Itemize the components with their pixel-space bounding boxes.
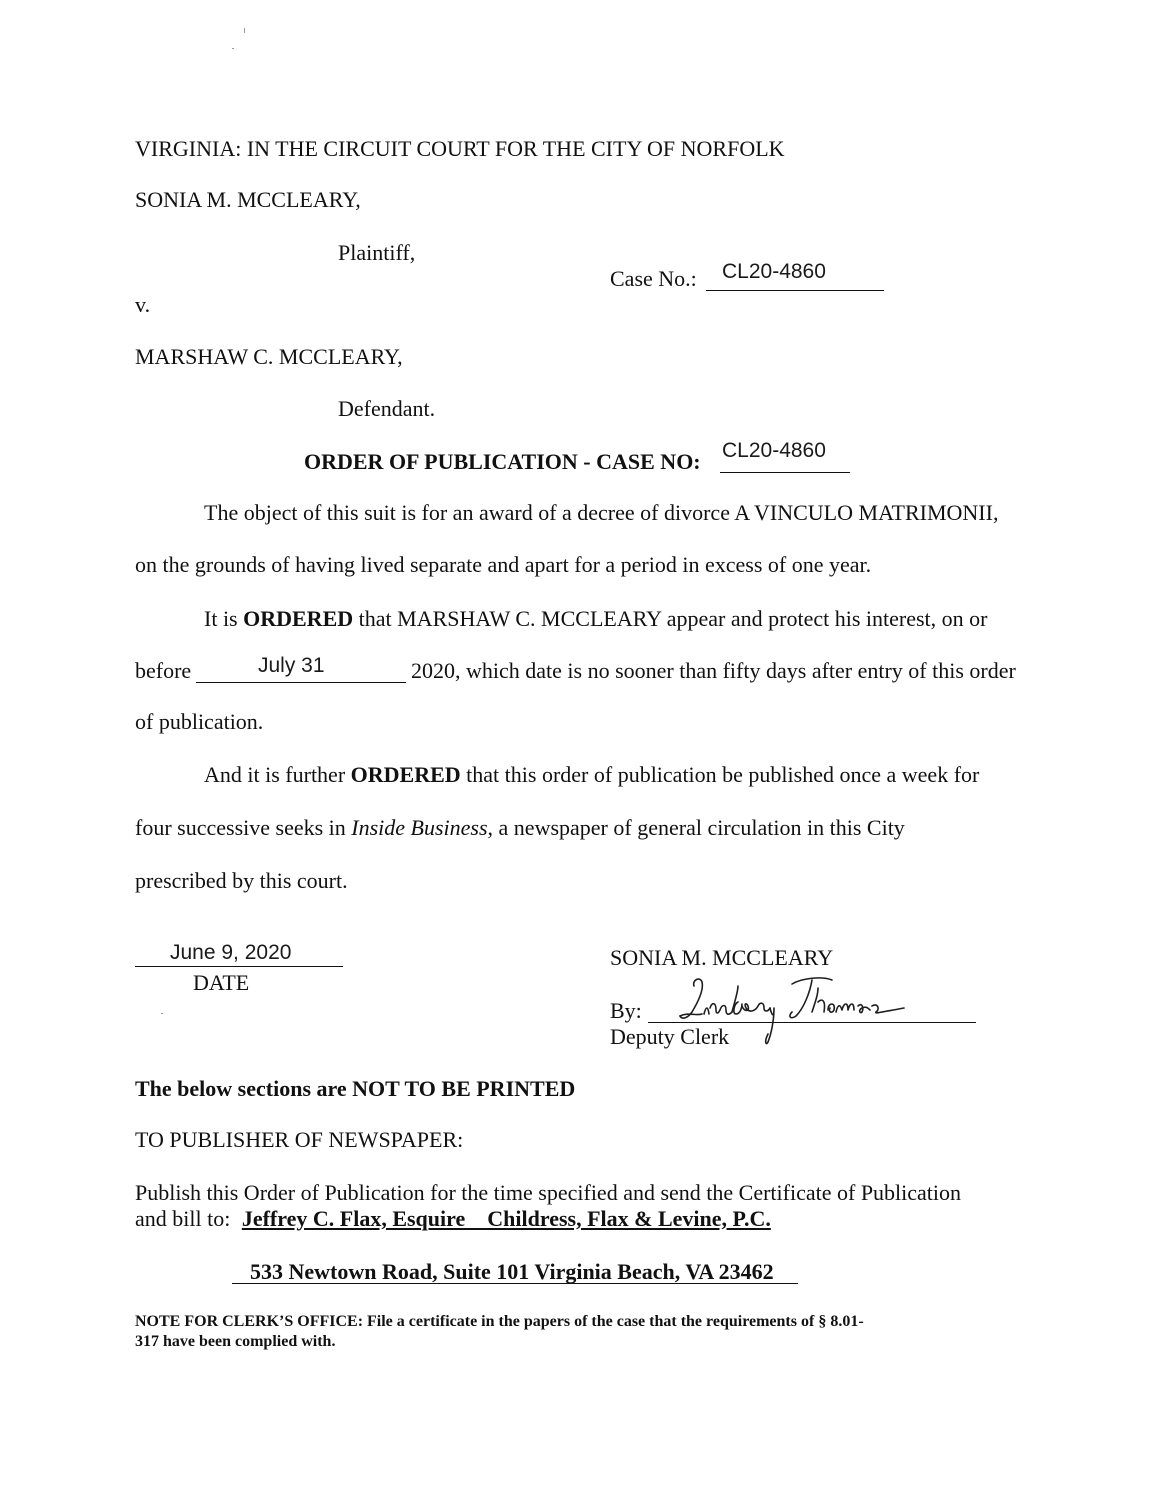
by-label: By: [610, 998, 642, 1023]
paragraph-3-line-1 [204, 762, 979, 788]
paragraph-2-lead: It is [204, 606, 244, 631]
scan-speck [161, 1013, 163, 1014]
paragraph-3-line-3: prescribed by this court. [135, 868, 348, 893]
paragraph-2-line-2: 2020, which date is no sooner than fifty days after entry of this order [411, 658, 1016, 683]
clerk-note-line-1: NOTE FOR CLERK’S OFFICE: File a certificate in the papers of the case that the requirements of § 8.01- [135, 1313, 864, 1330]
signed-date-underline [135, 942, 343, 967]
plaintiff-name: SONIA M. MCCLEARY, [135, 187, 361, 212]
paragraph-3-lead: And it is further [204, 762, 351, 787]
order-number-value: CL20-4860 [722, 439, 826, 462]
signing-party: SONIA M. MCCLEARY [610, 945, 834, 970]
newspaper-name: Inside Business [351, 815, 488, 840]
paragraph-2-rest: that MARSHAW C. MCCLEARY appear and protect his interest, on or [353, 606, 988, 631]
paragraph-3-rest: that this order of publication be published once a week for [460, 762, 980, 787]
signed-date-label: DATE [193, 970, 250, 995]
signed-date-value: June 9, 2020 [170, 941, 292, 964]
paragraph-3-line-2 [135, 815, 905, 841]
paragraph-3-line-2-end: , a newspaper of general circulation in this City [487, 815, 905, 840]
court-heading: VIRGINIA: IN THE CIRCUIT COURT FOR THE CITY OF NORFOLK [135, 136, 785, 161]
to-publisher-heading: TO PUBLISHER OF NEWSPAPER: [135, 1127, 464, 1152]
versus: v. [135, 292, 151, 317]
not-printed-heading: The below sections are NOT TO BE PRINTED [135, 1076, 576, 1101]
clerk-note-line-2: 317 have been complied with. [135, 1333, 336, 1350]
case-number-value: CL20-4860 [722, 260, 826, 283]
scan-speck [244, 28, 245, 33]
publisher-instruction-line-1: Publish this Order of Publication for the time specified and send the Certificate of Publication [135, 1180, 962, 1205]
defendant-name: MARSHAW C. MCCLEARY, [135, 344, 403, 369]
bill-to-address-underline [232, 1259, 798, 1284]
paragraph-1-line-2: on the grounds of having lived separate and apart for a period in excess of one year. [135, 552, 872, 577]
bill-to-recipient: Jeffrey C. Flax, Esquire Childress, Flax & Levine, P.C. [241, 1206, 771, 1231]
paragraph-3-line-2-start: four successive seeks in [135, 815, 352, 840]
plaintiff-role: Plaintiff, [338, 240, 416, 265]
order-title-text: ORDER OF PUBLICATION - CASE NO: [304, 449, 701, 474]
bill-to-address: 533 Newtown Road, Suite 101 Virginia Beach, VA 23462 [250, 1259, 774, 1284]
case-number-label: Case No.: [610, 266, 697, 291]
paragraph-2-line-1 [204, 606, 987, 632]
ordered-emphasis: ORDERED [243, 606, 354, 631]
publisher-instruction-line-2 [135, 1206, 771, 1232]
defendant-role: Defendant. [338, 396, 436, 421]
order-title [304, 449, 701, 475]
appearance-date-value: July 31 [258, 654, 325, 677]
deputy-clerk-title: Deputy Clerk [610, 1024, 730, 1049]
paragraph-1-line-1: The object of this suit is for an award of a decree of divorce A VINCULO MATRIMONII, [204, 500, 999, 525]
ordered-emphasis: ORDERED [350, 762, 461, 787]
before-label: before [135, 658, 192, 683]
scan-speck [232, 48, 234, 49]
paragraph-2-line-3: of publication. [135, 709, 264, 734]
bill-to-label: and bill to: [135, 1206, 236, 1231]
